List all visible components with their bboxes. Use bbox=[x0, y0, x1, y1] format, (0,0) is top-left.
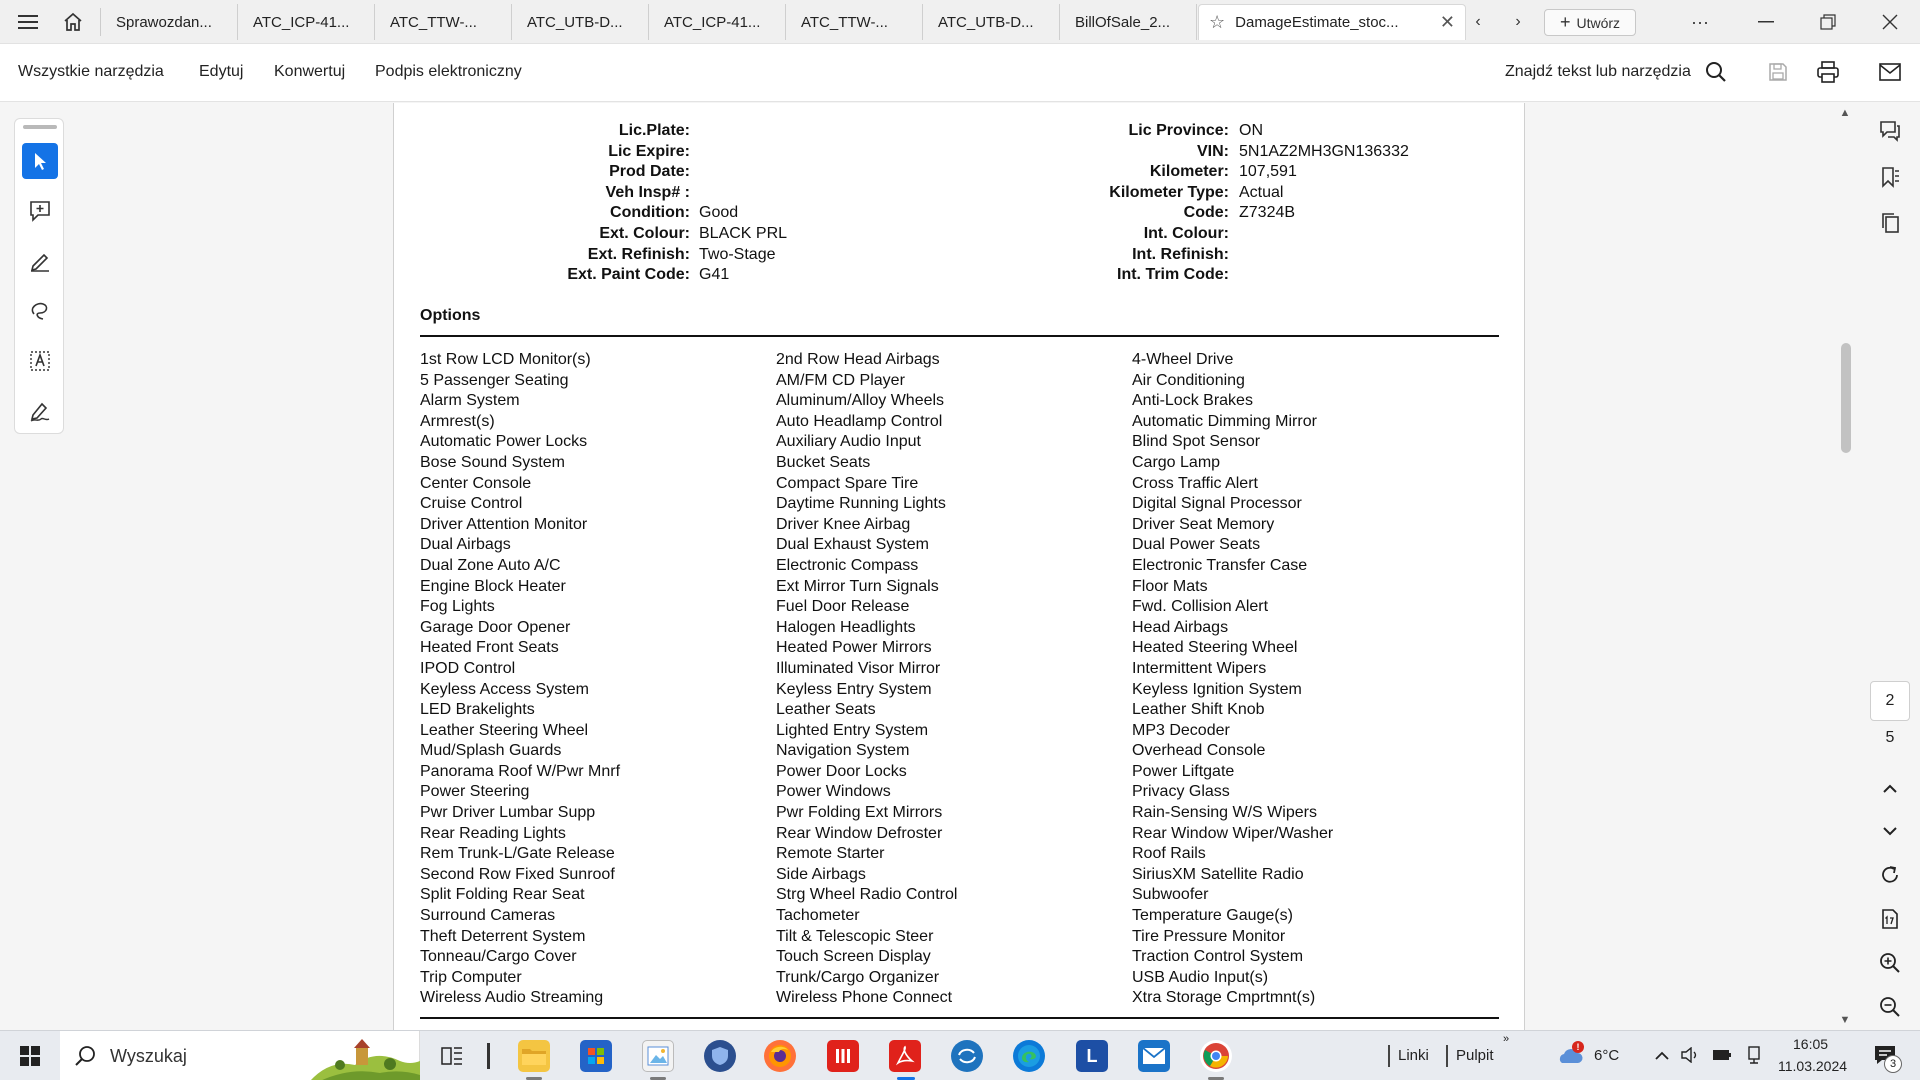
zoom-out-icon[interactable] bbox=[1872, 989, 1908, 1025]
notification-count-badge: 3 bbox=[1884, 1055, 1902, 1073]
chevron-up-icon[interactable] bbox=[1651, 1044, 1673, 1066]
option-item: Keyless Access System bbox=[420, 680, 589, 698]
option-item: Garage Door Opener bbox=[420, 618, 571, 636]
options-heading: Options bbox=[420, 307, 481, 324]
document-page bbox=[393, 103, 1525, 1030]
menu-edit[interactable]: Edytuj bbox=[199, 63, 244, 80]
app-l-icon[interactable]: L bbox=[1076, 1040, 1108, 1072]
field-label: Int. Refinish: bbox=[1132, 245, 1229, 263]
field-value: Two-Stage bbox=[699, 245, 776, 263]
close-window-icon[interactable] bbox=[1862, 0, 1918, 44]
field-value: Good bbox=[699, 204, 739, 222]
chevron-up-icon[interactable] bbox=[1872, 771, 1908, 807]
option-item: Blind Spot Sensor bbox=[1132, 433, 1261, 451]
option-item: Lighted Entry System bbox=[776, 721, 929, 739]
option-item: Split Folding Rear Seat bbox=[420, 886, 585, 904]
option-item: 1st Row LCD Monitor(s) bbox=[420, 351, 591, 368]
save-icon[interactable] bbox=[1762, 56, 1794, 88]
tab-4[interactable]: ATC_ICP-41... bbox=[650, 4, 786, 40]
vpn-shield-icon[interactable] bbox=[704, 1040, 736, 1072]
option-item: Electronic Compass bbox=[776, 556, 919, 574]
option-item: Panorama Roof W/Pwr Mnrf bbox=[420, 762, 621, 780]
option-item: Touch Screen Display bbox=[776, 948, 931, 966]
option-item: Bose Sound System bbox=[420, 453, 565, 471]
option-item: 4-Wheel Drive bbox=[1132, 351, 1234, 368]
network-icon[interactable] bbox=[1743, 1044, 1765, 1066]
option-item: Overhead Console bbox=[1132, 742, 1266, 760]
tab-6[interactable]: ATC_UTB-D... bbox=[924, 4, 1060, 40]
tab-3[interactable]: ATC_UTB-D... bbox=[513, 4, 649, 40]
tab-7[interactable]: BillOfSale_2... bbox=[1061, 4, 1197, 40]
option-item: Tire Pressure Monitor bbox=[1132, 927, 1286, 945]
windows-taskbar bbox=[0, 1030, 1920, 1080]
option-item: Rain-Sensing W/S Wipers bbox=[1132, 804, 1317, 822]
option-item: Leather Shift Knob bbox=[1132, 701, 1265, 719]
quick-tools-panel bbox=[14, 118, 64, 434]
field-label: Code: bbox=[1183, 204, 1229, 222]
clock-time[interactable]: 16:05 bbox=[1793, 1036, 1829, 1052]
option-item: Fuel Door Release bbox=[776, 598, 910, 616]
search-icon bbox=[74, 1044, 98, 1068]
option-item: Privacy Glass bbox=[1132, 783, 1230, 801]
option-item: Surround Cameras bbox=[420, 907, 556, 925]
option-item: SiriusXM Satellite Radio bbox=[1132, 865, 1304, 883]
task-view-icon[interactable] bbox=[436, 1040, 468, 1072]
option-item: Rear Window Wiper/Washer bbox=[1132, 824, 1334, 842]
search-highlight-illustration bbox=[310, 1031, 420, 1080]
option-item: Cross Traffic Alert bbox=[1132, 474, 1258, 492]
field-label: Condition: bbox=[610, 204, 690, 222]
scroll-down-arrow-icon[interactable]: ▼ bbox=[1839, 1014, 1851, 1026]
option-item: Trip Computer bbox=[420, 968, 522, 986]
taskbar-search-box[interactable] bbox=[60, 1031, 420, 1080]
tab-active[interactable]: ☆ DamageEstimate_stoc... ✕ bbox=[1198, 4, 1466, 40]
taskbar-separator bbox=[1388, 1045, 1390, 1067]
hamburger-menu-icon[interactable] bbox=[10, 0, 46, 44]
chrome-icon[interactable] bbox=[1200, 1040, 1232, 1072]
battery-icon[interactable] bbox=[1711, 1044, 1733, 1066]
total-pages: 5 bbox=[1885, 729, 1895, 746]
search-icon[interactable] bbox=[1700, 56, 1732, 88]
weather-alert-badge: ! bbox=[1572, 1041, 1584, 1053]
option-item: Armrest(s) bbox=[420, 412, 495, 430]
field-value: ON bbox=[1239, 122, 1263, 139]
option-item: 5 Passenger Seating bbox=[420, 371, 569, 389]
links-toolbar[interactable]: Linki bbox=[1398, 1047, 1429, 1064]
field-label: Lic Province: bbox=[1128, 122, 1229, 139]
menu-bar bbox=[0, 44, 1920, 102]
current-page-input[interactable]: 2 bbox=[1870, 681, 1910, 721]
option-item: Illuminated Visor Mirror bbox=[776, 659, 941, 677]
option-item: Xtra Storage Cmprtmnt(s) bbox=[1132, 989, 1316, 1007]
option-item: 2nd Row Head Airbags bbox=[776, 351, 940, 368]
option-item: Rear Reading Lights bbox=[420, 824, 566, 842]
option-item: Traction Control System bbox=[1132, 948, 1304, 966]
mail-app-icon[interactable] bbox=[1138, 1040, 1170, 1072]
field-label: Lic Expire: bbox=[608, 142, 690, 160]
option-item: Rear Window Defroster bbox=[776, 824, 943, 842]
speaker-icon[interactable] bbox=[1679, 1044, 1701, 1066]
restore-icon[interactable] bbox=[1800, 0, 1856, 44]
option-item: MP3 Decoder bbox=[1132, 721, 1230, 739]
option-item: Mud/Splash Guards bbox=[420, 742, 562, 760]
option-item: Ext Mirror Turn Signals bbox=[776, 577, 939, 595]
option-item: Tachometer bbox=[776, 907, 860, 925]
option-item: Tonneau/Cargo Cover bbox=[420, 948, 577, 966]
app-red-icon[interactable] bbox=[827, 1040, 859, 1072]
plus-icon: + bbox=[1559, 12, 1571, 32]
desktop-toolbar[interactable]: Pulpit bbox=[1456, 1047, 1494, 1064]
highlight-pen-icon[interactable] bbox=[22, 243, 58, 279]
field-label: Kilometer Type: bbox=[1109, 183, 1229, 201]
option-item: Intermittent Wipers bbox=[1132, 659, 1267, 677]
option-item: Strg Wheel Radio Control bbox=[776, 886, 958, 904]
field-label: Ext. Colour: bbox=[599, 225, 690, 242]
tab-0[interactable]: Sprawozdan... bbox=[102, 4, 238, 40]
comments-icon[interactable] bbox=[1872, 113, 1908, 149]
option-item: Center Console bbox=[420, 474, 532, 492]
drag-handle[interactable] bbox=[23, 125, 57, 129]
field-label: Ext. Refinish: bbox=[587, 245, 690, 263]
menu-e-signature[interactable]: Podpis elektroniczny bbox=[375, 63, 522, 80]
option-item: Auxiliary Audio Input bbox=[776, 433, 921, 451]
option-item: Power Door Locks bbox=[776, 762, 907, 780]
option-item: Heated Power Mirrors bbox=[776, 639, 932, 657]
option-item: Halogen Headlights bbox=[776, 618, 916, 636]
option-item: Side Airbags bbox=[776, 865, 866, 883]
field-value: Z7324B bbox=[1239, 204, 1296, 222]
microsoft-store-icon[interactable] bbox=[580, 1040, 612, 1072]
minimize-icon[interactable] bbox=[1738, 0, 1794, 44]
zoom-in-icon[interactable] bbox=[1872, 945, 1908, 981]
more-options-icon[interactable]: ··· bbox=[1691, 11, 1709, 32]
option-item: Trunk/Cargo Organizer bbox=[776, 968, 940, 986]
option-item: Keyless Ignition System bbox=[1132, 680, 1302, 698]
option-item: Engine Block Heater bbox=[420, 577, 566, 595]
tab-2[interactable]: ATC_TTW-... bbox=[376, 4, 512, 40]
option-item: Tilt & Telescopic Steer bbox=[776, 927, 934, 945]
chevron-right-icon[interactable]: › bbox=[1515, 13, 1521, 30]
scrollbar-thumb[interactable] bbox=[1841, 343, 1851, 453]
option-item: Navigation System bbox=[776, 742, 910, 760]
option-item: Power Liftgate bbox=[1132, 762, 1235, 780]
taskbar-separator bbox=[1446, 1045, 1448, 1067]
option-item: Wireless Phone Connect bbox=[776, 989, 953, 1007]
refresh-icon[interactable] bbox=[1872, 857, 1908, 893]
option-item: AM/FM CD Player bbox=[776, 371, 905, 389]
option-item: Fwd. Collision Alert bbox=[1132, 598, 1269, 616]
option-item: Dual Exhaust System bbox=[776, 536, 929, 554]
option-item: Bucket Seats bbox=[776, 453, 871, 471]
section-divider bbox=[420, 335, 1499, 337]
field-label: VIN: bbox=[1197, 142, 1229, 160]
option-item: Daytime Running Lights bbox=[776, 495, 946, 513]
tab-5[interactable]: ATC_TTW-... bbox=[787, 4, 923, 40]
field-value: BLACK PRL bbox=[699, 225, 788, 242]
option-item: Driver Seat Memory bbox=[1132, 515, 1275, 533]
option-item: Compact Spare Tire bbox=[776, 474, 919, 492]
home-icon[interactable] bbox=[55, 0, 91, 44]
option-item: Temperature Gauge(s) bbox=[1132, 907, 1293, 925]
option-item: Subwoofer bbox=[1132, 886, 1209, 904]
option-item: Second Row Fixed Sunroof bbox=[420, 865, 615, 883]
field-label: Int. Trim Code: bbox=[1117, 266, 1229, 284]
option-item: Power Windows bbox=[776, 783, 891, 801]
option-item: Wireless Audio Streaming bbox=[420, 989, 604, 1007]
option-item: Automatic Dimming Mirror bbox=[1132, 412, 1317, 430]
option-item: Dual Airbags bbox=[420, 536, 511, 554]
field-label: Prod Date: bbox=[609, 163, 690, 181]
option-item: Aluminum/Alloy Wheels bbox=[776, 392, 945, 410]
option-item: Power Steering bbox=[420, 783, 530, 801]
chevron-double-right-icon[interactable]: » bbox=[1503, 1033, 1510, 1045]
option-item: Automatic Power Locks bbox=[420, 433, 588, 451]
option-item: Roof Rails bbox=[1132, 845, 1206, 863]
windows-start-icon[interactable] bbox=[10, 1038, 50, 1074]
chevron-left-icon[interactable]: ‹ bbox=[1475, 13, 1481, 30]
option-item: Anti-Lock Brakes bbox=[1132, 392, 1253, 410]
option-item: Remote Starter bbox=[776, 845, 885, 863]
section-divider bbox=[420, 1017, 1499, 1019]
taskbar-separator bbox=[487, 1043, 490, 1069]
option-item: Heated Front Seats bbox=[420, 639, 559, 657]
tab-1[interactable]: ATC_ICP-41... bbox=[239, 4, 375, 40]
option-item: Digital Signal Processor bbox=[1132, 495, 1302, 513]
option-item: IPOD Control bbox=[420, 659, 516, 677]
option-item: Air Conditioning bbox=[1132, 371, 1245, 389]
option-item: Cargo Lamp bbox=[1132, 453, 1221, 471]
vertical-scrollbar[interactable] bbox=[1836, 103, 1854, 1030]
find-text-or-tools[interactable]: Znajdź tekst lub narzędzia bbox=[1505, 63, 1691, 80]
paint-icon[interactable] bbox=[642, 1040, 674, 1072]
option-item: Leather Seats bbox=[776, 701, 876, 719]
option-item: Theft Deterrent System bbox=[420, 927, 586, 945]
page-number-icon[interactable] bbox=[1872, 901, 1908, 937]
field-label: Ext. Paint Code: bbox=[567, 266, 690, 284]
firefox-icon[interactable] bbox=[764, 1040, 796, 1072]
field-value: Actual bbox=[1239, 183, 1284, 201]
option-item: Driver Knee Airbag bbox=[776, 515, 911, 533]
field-label: Veh Insp# : bbox=[605, 183, 690, 201]
select-tool-icon[interactable] bbox=[22, 143, 58, 179]
draw-freehand-icon[interactable] bbox=[22, 293, 58, 329]
create-button[interactable]: + Utwórz bbox=[1544, 9, 1636, 36]
option-item: Leather Steering Wheel bbox=[420, 721, 589, 739]
option-item: Dual Power Seats bbox=[1132, 536, 1261, 554]
field-label: Kilometer: bbox=[1149, 163, 1229, 181]
scroll-up-arrow-icon[interactable]: ▲ bbox=[1839, 107, 1851, 119]
option-item: Driver Attention Monitor bbox=[420, 515, 588, 533]
menu-all-tools[interactable]: Wszystkie narzędzia bbox=[18, 63, 164, 80]
mail-icon[interactable] bbox=[1874, 56, 1906, 88]
option-item: Alarm System bbox=[420, 392, 520, 410]
option-item: Auto Headlamp Control bbox=[776, 412, 943, 430]
options-column-2 bbox=[776, 350, 957, 1009]
search-placeholder: Wyszukaj bbox=[110, 1046, 187, 1066]
field-label: Int. Colour: bbox=[1143, 225, 1229, 242]
weather-temperature[interactable]: 6°C bbox=[1594, 1047, 1620, 1064]
menu-convert[interactable]: Konwertuj bbox=[274, 63, 346, 80]
chevron-down-icon[interactable] bbox=[1872, 813, 1908, 849]
adobe-acrobat-icon[interactable] bbox=[889, 1040, 921, 1072]
option-item: Head Airbags bbox=[1132, 618, 1229, 636]
field-value: 5N1AZ2MH3GN136332 bbox=[1239, 142, 1409, 160]
option-item: Floor Mats bbox=[1132, 577, 1208, 595]
browser-tab-bar bbox=[0, 0, 1920, 44]
field-label: Lic.Plate: bbox=[618, 122, 690, 139]
option-item: Fog Lights bbox=[420, 598, 495, 616]
add-comment-icon[interactable] bbox=[22, 193, 58, 229]
option-item: USB Audio Input(s) bbox=[1132, 968, 1269, 986]
print-icon[interactable] bbox=[1812, 56, 1844, 88]
sign-icon[interactable] bbox=[22, 393, 58, 429]
options-column-3 bbox=[1132, 350, 1333, 1009]
text-box-icon[interactable] bbox=[22, 343, 58, 379]
option-item: Pwr Folding Ext Mirrors bbox=[776, 804, 943, 822]
star-icon[interactable]: ☆ bbox=[1209, 12, 1226, 32]
bookmarks-icon[interactable] bbox=[1872, 159, 1908, 195]
field-value: 107,591 bbox=[1239, 163, 1297, 181]
option-item: Heated Steering Wheel bbox=[1132, 639, 1298, 657]
option-item: Dual Zone Auto A/C bbox=[420, 556, 561, 574]
option-item: Cruise Control bbox=[420, 495, 523, 513]
right-rail bbox=[1860, 103, 1920, 1030]
option-item: Keyless Entry System bbox=[776, 680, 932, 698]
pages-thumbnails-icon[interactable] bbox=[1872, 205, 1908, 241]
option-item: Electronic Transfer Case bbox=[1132, 556, 1308, 574]
option-item: Pwr Driver Lumbar Supp bbox=[420, 804, 596, 822]
option-item: LED Brakelights bbox=[420, 701, 535, 719]
option-item: Rem Trunk-L/Gate Release bbox=[420, 845, 615, 863]
field-value: G41 bbox=[699, 266, 730, 284]
options-column-1 bbox=[420, 350, 620, 1009]
clock-date[interactable]: 11.03.2024 bbox=[1778, 1058, 1848, 1074]
sync-app-icon[interactable] bbox=[951, 1040, 983, 1072]
file-explorer-icon[interactable] bbox=[518, 1040, 550, 1072]
close-tab-icon[interactable]: ✕ bbox=[1439, 12, 1455, 32]
edge-browser-icon[interactable] bbox=[1013, 1040, 1045, 1072]
